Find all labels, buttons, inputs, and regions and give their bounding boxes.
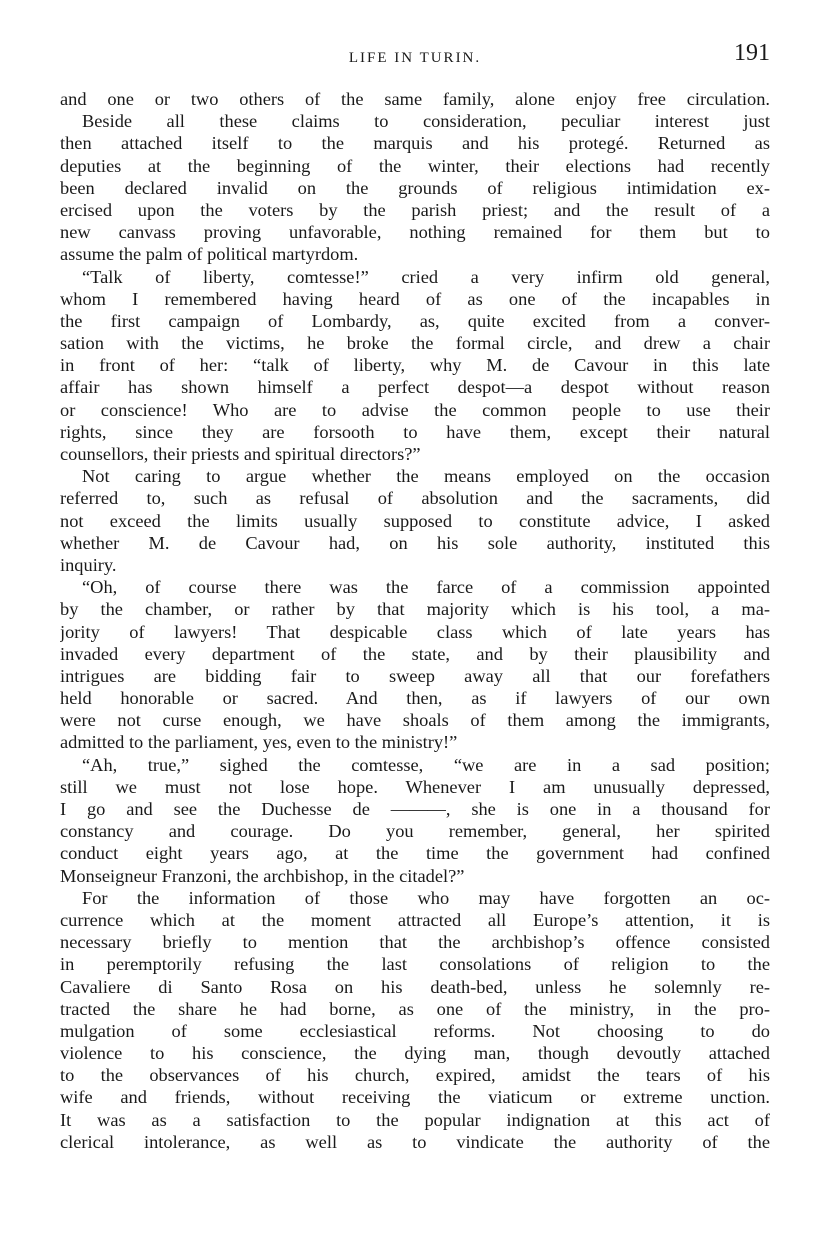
text-line: deputies at the beginning of the winter, their elections had recently bbox=[60, 155, 770, 176]
text-line: by the chamber, or rather by that majority which is his tool, a ma- bbox=[60, 599, 770, 620]
text-line: For the information of those who may have forgotten an oc- bbox=[82, 887, 770, 908]
text-line: assume the palm of political martyrdom. bbox=[60, 244, 359, 265]
book-page bbox=[60, 40, 770, 1153]
text-line: referred to, such as refusal of absolution and the sacraments, did bbox=[60, 488, 770, 509]
text-line: It was as a satisfaction to the popular indignation at this act of bbox=[60, 1109, 770, 1130]
text-line: I go and see the Duchesse de ———, she is one in a thousand for bbox=[60, 799, 770, 819]
text-line: still we must not lose hope. Whenever I am unusually depressed, bbox=[60, 776, 770, 797]
text-line: in peremptorily refusing the last consolations of religion to the bbox=[60, 954, 770, 975]
text-line: or conscience! Who are to advise the common people to use their bbox=[60, 399, 770, 420]
text-line: constancy and courage. Do you remember, general, her spirited bbox=[60, 821, 770, 842]
text-line: new canvass proving unfavorable, nothing remained for them but to bbox=[60, 222, 770, 243]
text-line: clerical intolerance, as well as to vindicate the authority of the bbox=[60, 1131, 770, 1152]
text-line: to the observances of his church, expired, amidst the tears of his bbox=[60, 1065, 770, 1086]
text-line: in front of her: “talk of liberty, why M. de Cavour in this late bbox=[60, 355, 770, 376]
text-line: were not curse enough, we have shoals of them among the immigrants, bbox=[60, 710, 770, 731]
text-line: jority of lawyers! That despicable class which of late years has bbox=[60, 621, 770, 642]
text-line: necessary briefly to mention that the archbishop’s offence consisted bbox=[60, 932, 770, 953]
text-line: ercised upon the voters by the parish priest; and the result of a bbox=[60, 199, 770, 220]
body-text bbox=[60, 88, 770, 1153]
text-line: admitted to the parliament, yes, even to the ministry!” bbox=[60, 732, 458, 753]
text-line: not exceed the limits usually supposed to constitute advice, I asked bbox=[60, 510, 770, 531]
text-line: wife and friends, without receiving the viaticum or extreme unction. bbox=[60, 1087, 770, 1108]
text-line: then attached itself to the marquis and his protegé. Returned as bbox=[60, 133, 770, 154]
text-line: rights, since they are forsooth to have them, except their natural bbox=[60, 421, 770, 442]
text-line: Not caring to argue whether the means employed on the occasion bbox=[82, 466, 770, 487]
running-head: LIFE IN TURIN. bbox=[348, 50, 482, 66]
text-line: currence which at the moment attracted all Europe’s attention, it is bbox=[60, 909, 770, 930]
text-line: conduct eight years ago, at the time the government had confined bbox=[60, 843, 770, 864]
text-line: whether M. de Cavour had, on his sole authority, instituted this bbox=[60, 532, 770, 553]
text-line: violence to his conscience, the dying man, though devoutly attached bbox=[60, 1043, 770, 1064]
text-line: “Ah, true,” sighed the comtesse, “we are in a sad position; bbox=[82, 754, 770, 775]
text-line: “Talk of liberty, comtesse!” cried a very infirm old general, bbox=[82, 266, 770, 287]
text-line: tracted the share he had borne, as one of the ministry, in the pro- bbox=[60, 998, 770, 1019]
text-line: whom I remembered having heard of as one of the incapables in bbox=[60, 288, 770, 309]
text-line: Cavaliere di Santo Rosa on his death-bed, unless he solemnly re- bbox=[60, 976, 770, 997]
page-number: 191 bbox=[734, 40, 770, 66]
text-line: mulgation of some ecclesiastical reforms. Not choosing to do bbox=[60, 1020, 770, 1041]
page-header bbox=[60, 40, 770, 74]
text-line: Monseigneur Franzoni, the archbishop, in the citadel?” bbox=[60, 865, 465, 886]
text-line: invaded every department of the state, and by their plausibility and bbox=[60, 643, 770, 664]
text-line: counsellors, their priests and spiritual directors?” bbox=[60, 444, 421, 464]
text-line: affair has shown himself a perfect despot—a despot without reason bbox=[60, 377, 770, 398]
text-line: inquiry. bbox=[60, 554, 117, 575]
text-line: Beside all these claims to consideration, peculiar interest just bbox=[82, 111, 770, 132]
text-line: held honorable or sacred. And then, as if lawyers of our own bbox=[60, 688, 770, 709]
text-line: the first campaign of Lombardy, as, quite excited from a conver- bbox=[60, 310, 770, 331]
text-line: “Oh, of course there was the farce of a commission appointed bbox=[82, 577, 770, 598]
text-line: intrigues are bidding fair to sweep away all that our forefathers bbox=[60, 665, 770, 686]
text-line: sation with the victims, he broke the formal circle, and drew a chair bbox=[60, 333, 770, 354]
text-line: and one or two others of the same family, alone enjoy free circulation. bbox=[60, 89, 770, 109]
text-line: been declared invalid on the grounds of religious intimidation ex- bbox=[60, 177, 770, 198]
